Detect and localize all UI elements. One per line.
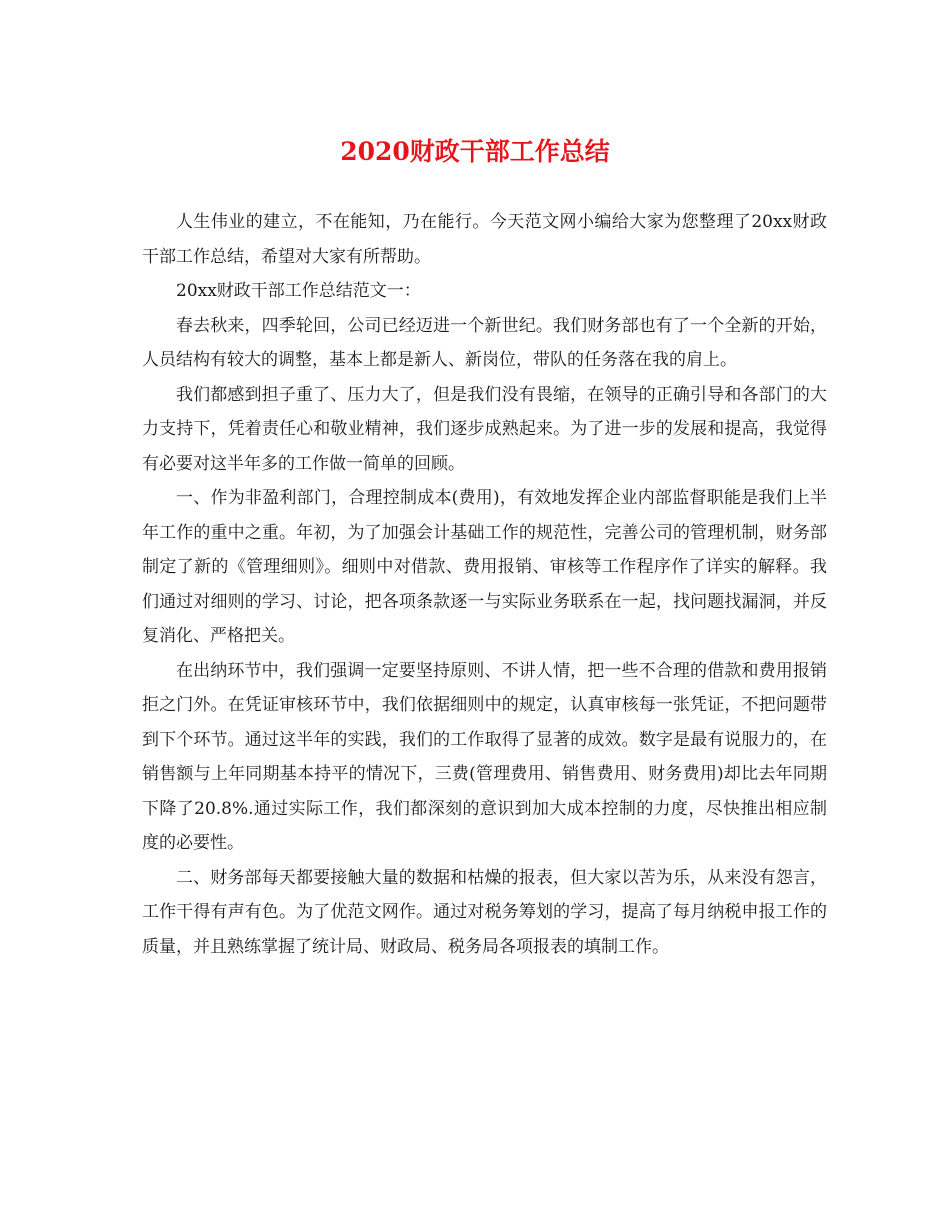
paragraph-cost-control: 一、作为非盈利部门，合理控制成本(费用)，有效地发挥企业内部监督职能是我们上半年工作的重中之重。年初，为了加强会计基础工作的规范性，完善公司的管理机制，财务部制定了新的《管理细则》。细则中对借款、费用报销、审核等工作程序作了详实的解释。我们通过对细则的学习、讨论，把各项条款逐一与实际业务联系在一起，找问题找漏洞，并反复消化、严格把关。 <box>142 488 827 646</box>
document-body <box>142 205 827 964</box>
paragraph-pressure: 我们都感到担子重了、压力大了，但是我们没有畏缩，在领导的正确引导和各部门的大力支持下，凭着责任心和敬业精神，我们逐步成熟起来。为了进一步的发展和提高，我觉得有必要对这半年多的工作做一简单的回顾。 <box>142 384 827 474</box>
paragraph-new-start: 春去秋来，四季轮回，公司已经迈进一个新世纪。我们财务部也有了一个全新的开始，人员结构有较大的调整，基本上都是新人、新岗位，带队的任务落在我的肩上。 <box>142 315 827 370</box>
paragraph-reports-tax: 二、财务部每天都要接触大量的数据和枯燥的报表，但大家以苦为乐，从来没有怨言，工作干得有声有色。为了优范文网作。通过对税务筹划的学习，提高了每月纳税申报工作的质量，并且熟练掌握了统计局、财政局、税务局各项报表的填制工作。 <box>142 867 827 957</box>
paragraph-cashier-audit: 在出纳环节中，我们强调一定要坚持原则、不讲人情，把一些不合理的借款和费用报销拒之门外。在凭证审核环节中，我们依据细则中的规定，认真审核每一张凭证，不把问题带到下个环节。通过这半年的实践，我们的工作取得了显著的成效。数字是最有说服力的，在销售额与上年同期基本持平的情况下，三费(管理费用、销售费用、财务费用)却比去年同期下降了20.8%.通过实际工作，我们都深刻的意识到加大成本控制的力度，尽快推出相应制度的必要性。 <box>142 660 827 853</box>
document-title: 2020财政干部工作总结 <box>340 137 610 166</box>
paragraph-sample-heading: 20xx财政干部工作总结范文一： <box>176 281 421 301</box>
paragraph-intro: 人生伟业的建立，不在能知，乃在能行。今天范文网小编给大家为您整理了20xx财政干部工作总结，希望对大家有所帮助。 <box>142 212 827 267</box>
